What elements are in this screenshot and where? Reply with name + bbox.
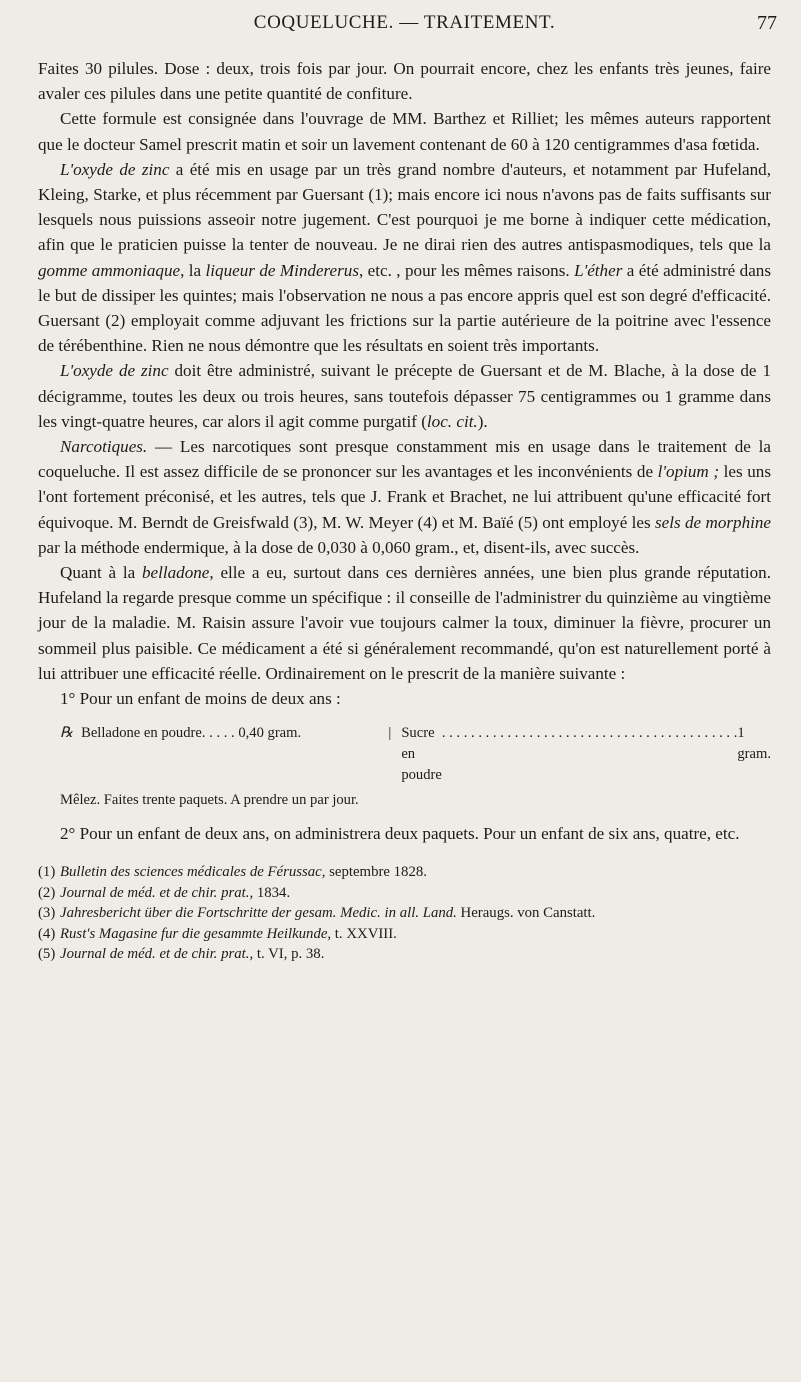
paragraph: 2° Pour un enfant de deux ans, on administrera deux paquets. Pour un enfant de six ans, quatre, etc.	[60, 824, 740, 844]
book-page	[38, 0, 777, 1382]
prescription-block	[38, 723, 771, 811]
footnote: (4) Rust's Magasine fur die gesammte Heilkunde, t. XXVIII.	[38, 925, 397, 942]
text-run: Faites 30 pilules. Dose : deux, trois fois par jour. On pourrait encore, chez les enfants très jeunes, faire avaler ces pilules dans une petite quantité de confiture.	[38, 59, 771, 104]
italic-text: sels de morphine	[655, 512, 771, 532]
italic-text: L'éther	[574, 260, 623, 280]
prescription-item	[401, 723, 771, 786]
italic-text: L'oxyde de zinc	[60, 361, 169, 381]
prescription-instructions: Mêlez. Faites trente paquets. A prendre un par jour.	[60, 792, 359, 809]
text-run: — Les narcotiques sont presque constamment mis en usage dans le traitement de la coqueluche. Il est assez difficile de se prononcer sur les avantages et les inconvénients de	[38, 437, 771, 482]
running-head: COQUELUCHE. — TRAITEMENT.	[253, 12, 556, 33]
body-text-continued	[38, 821, 771, 846]
paragraph	[38, 358, 771, 434]
italic-text: gomme ammoniaque	[38, 260, 181, 280]
prescription-item-qty: 1 gram.	[737, 725, 771, 763]
prescription-item: Belladone en poudre. . . . . 0,40 gram.	[81, 725, 302, 742]
italic-text: L'oxyde de zinc	[60, 159, 170, 179]
footnote: (5) Journal de méd. et de chir. prat., t. VI, p. 38.	[38, 946, 325, 963]
text-run: par la méthode endermique, à la dose de 0,030 à 0,060 gram., et, disent-ils, avec succès.	[38, 537, 640, 557]
italic-text: Narcotiques.	[60, 437, 148, 457]
page-header	[38, 12, 777, 56]
paragraph	[38, 106, 771, 156]
paragraph	[38, 56, 771, 106]
page-number: 77	[757, 12, 777, 34]
italic-text: liqueur de Mindererus	[205, 260, 359, 280]
paragraph	[38, 560, 771, 686]
text-run: , etc. , pour les mêmes raisons.	[359, 260, 575, 280]
text-run: 1° Pour un enfant de moins de deux ans :	[60, 689, 341, 709]
text-run: , elle a eu, surtout dans ces dernières années, une bien plus grande réputation. Hufeland la regarde presque comme un spécifique : il conseille de l'administrer du quinzième au vingtième jour de la maladie. M. Raisin assure l'avoir vue toujours calmer la toux, diminuer la fièvre, procurer un sommeil plus paisible. Ce médicament a été si généralement recommandé, qu'on est naturellement porté à lui attribuer une efficacité réelle. Ordinairement on le prescrit de la manière suivante :	[38, 563, 771, 683]
recipe-symbol: ℞	[60, 725, 74, 742]
prescription-item-name: Sucre en poudre	[401, 725, 442, 784]
italic-text: belladone	[141, 563, 210, 583]
footnotes	[38, 862, 771, 965]
text-run: ).	[477, 411, 488, 431]
text-run: les uns l'ont fortement préconisé, et les autres, tels que J. Frank et Brachet, ne lui attribuent qu'une efficacité fort équivoque. M. Berndt de Greisfwald (3), M. W. Meyer (4) et M. Baïé (5) ont employé les	[38, 462, 771, 532]
text-run: , la	[180, 260, 206, 280]
text-run: Cette formule est consignée dans l'ouvrage de MM. Barthez et Rilliet; les mêmes auteurs rapportent que le docteur Samel prescrit matin et soir un lavement contenant de 60 à 120 centigrammes d'asa fœtida.	[38, 109, 771, 154]
italic-text: l'opium ;	[657, 462, 720, 482]
text-run: a été administré dans le but de dissiper les quintes; mais l'observation ne nous a pas encore appris quel est son degré d'efficacité. Guersant (2) employait comme adjuvant les frictions sur la partie autérieure de la poitrine avec l'essence de térébenthine. Rien ne nous démontre que les résultats en soient très importants.	[38, 260, 771, 356]
paragraph	[38, 686, 771, 711]
footnote: (3) Jahresbericht über die Fortschritte der gesam. Medic. in all. Land. Heraugs. von Canstatt.	[38, 905, 596, 922]
paragraph	[38, 434, 771, 560]
paragraph	[38, 157, 771, 359]
footnote: (2) Journal de méd. et de chir. prat., 1834.	[38, 884, 291, 901]
leader-dots: . . . . . . . . . . . . . . . . . . . . . . . . . . . . . . . . . . . . . . . . .	[441, 725, 738, 742]
text-run: doit être administré, suivant le précepte de Guersant et de M. Blache, à la dose de 1 décigramme, toutes les deux ou trois heures, sans toutefois dépasser 75 centigrammes ou 1 gramme dans les vingt-quatre heures, car alors il agit comme purgatif (	[38, 361, 771, 431]
footnote: (1) Bulletin des sciences médicales de Férussac, septembre 1828.	[38, 864, 427, 881]
prescription-line	[38, 723, 771, 786]
body-text	[38, 56, 771, 711]
text-run: a été mis en usage par un très grand nombre d'auteurs, et notamment par Hufeland, Kleing, Starke, et plus récemment par Guersant (1); mais encore ici nous n'avons pas de faits suffisants sur lesquels nous puissions asseoir notre jugement. C'est pourquoi je me borne à indiquer cette médication, afin que le praticien puisse la tenter de nouveau. Je ne dirai rien des autres antispasmodiques, tels que la	[38, 159, 771, 255]
prescription-separator: |	[388, 725, 392, 742]
text-run: Quant à la	[60, 563, 142, 583]
italic-text: loc. cit.	[426, 411, 478, 431]
